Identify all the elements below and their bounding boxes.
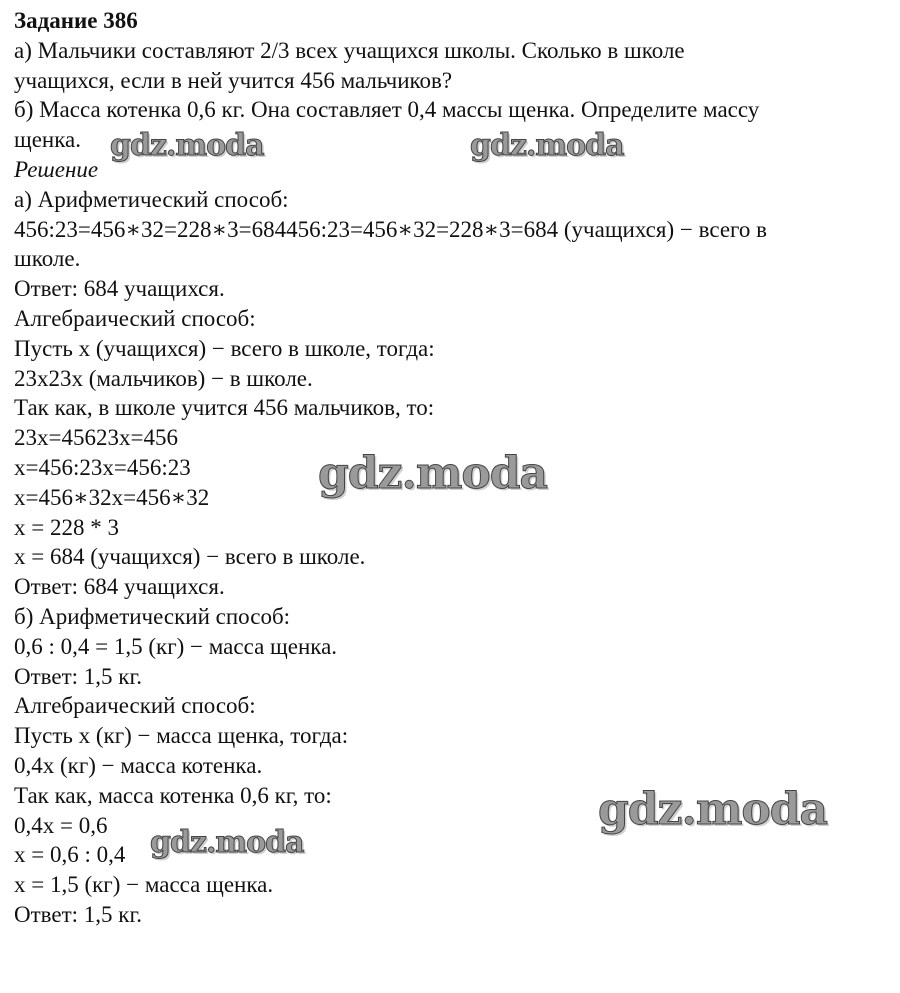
solution-b-arith-line-1: 0,6 : 0,4 = 1,5 (кг) − масса щенка.: [14, 633, 338, 659]
solution-b-alg-line: 0,4х = 0,6: [14, 812, 108, 838]
document-page: [14, 6, 894, 930]
solution-a-alg-line: х=456:23х=456:23: [14, 454, 191, 480]
solution-a-alg-line: 23х23х (мальчиков) − в школе.: [14, 365, 313, 391]
watermark: gdz.moda: [150, 825, 304, 860]
solution-b-alg-line: Так как, масса котенка 0,6 кг, то:: [14, 782, 332, 808]
solution-b-alg-line: Пусть х (кг) − масса щенка, тогда:: [14, 723, 349, 749]
solution-b-arith-answer: Ответ: 1,5 кг.: [14, 663, 143, 689]
solution-a-arith-line-1: 456:23=456∗32=228∗3=684456:23=456∗32=228∗3=684 (учащихся) − всего в: [14, 216, 767, 242]
solution-a-alg-line: 23х=45623х=456: [14, 425, 178, 451]
task-title: Задание 386: [14, 8, 138, 33]
solution-a-alg-line: х = 684 (учащихся) − всего в школе.: [14, 544, 366, 570]
solution-a-alg-heading: Алгебраический способ:: [14, 305, 256, 331]
task-b-line-2: щенка.: [14, 127, 82, 153]
solution-b-arith-heading: б) Арифметический способ:: [14, 603, 291, 629]
solution-b-alg-line: х = 0,6 : 0,4: [14, 842, 126, 868]
solution-heading: Решение: [14, 156, 99, 182]
solution-b-alg-line: 0,4х (кг) − масса котенка.: [14, 752, 263, 778]
watermark: gdz.moda: [110, 128, 264, 163]
solution-a-alg-line: х=456∗32х=456∗32: [14, 484, 210, 510]
task-b-line-1: б) Масса котенка 0,6 кг. Она составляет 0,4 массы щенка. Определите массу: [14, 97, 760, 123]
watermark: gdz.moda: [318, 448, 548, 499]
solution-b-alg-line: х = 1,5 (кг) − масса щенка.: [14, 872, 274, 898]
solution-a-arith-line-2: школе.: [14, 246, 81, 272]
solution-a-alg-line: Так как, в школе учится 456 мальчиков, то:: [14, 395, 435, 421]
solution-a-arith-heading: а) Арифметический способ:: [14, 186, 289, 212]
task-a-line-1: а) Мальчики составляют 2/3 всех учащихся школы. Сколько в школе: [14, 37, 685, 63]
solution-a-alg-line: Пусть х (учащихся) − всего в школе, тогда:: [14, 335, 435, 361]
solution-a-arith-answer: Ответ: 684 учащихся.: [14, 276, 225, 302]
task-a-line-2: учащихся, если в ней учится 456 мальчиков?: [14, 67, 453, 93]
watermark: gdz.moda: [598, 784, 828, 835]
solution-a-alg-line: х = 228 * 3: [14, 514, 119, 540]
watermark: gdz.moda: [470, 128, 624, 163]
solution-b-alg-heading: Алгебраический способ:: [14, 693, 256, 719]
solution-b-alg-answer: Ответ: 1,5 кг.: [14, 901, 143, 927]
solution-a-alg-answer: Ответ: 684 учащихся.: [14, 574, 225, 600]
